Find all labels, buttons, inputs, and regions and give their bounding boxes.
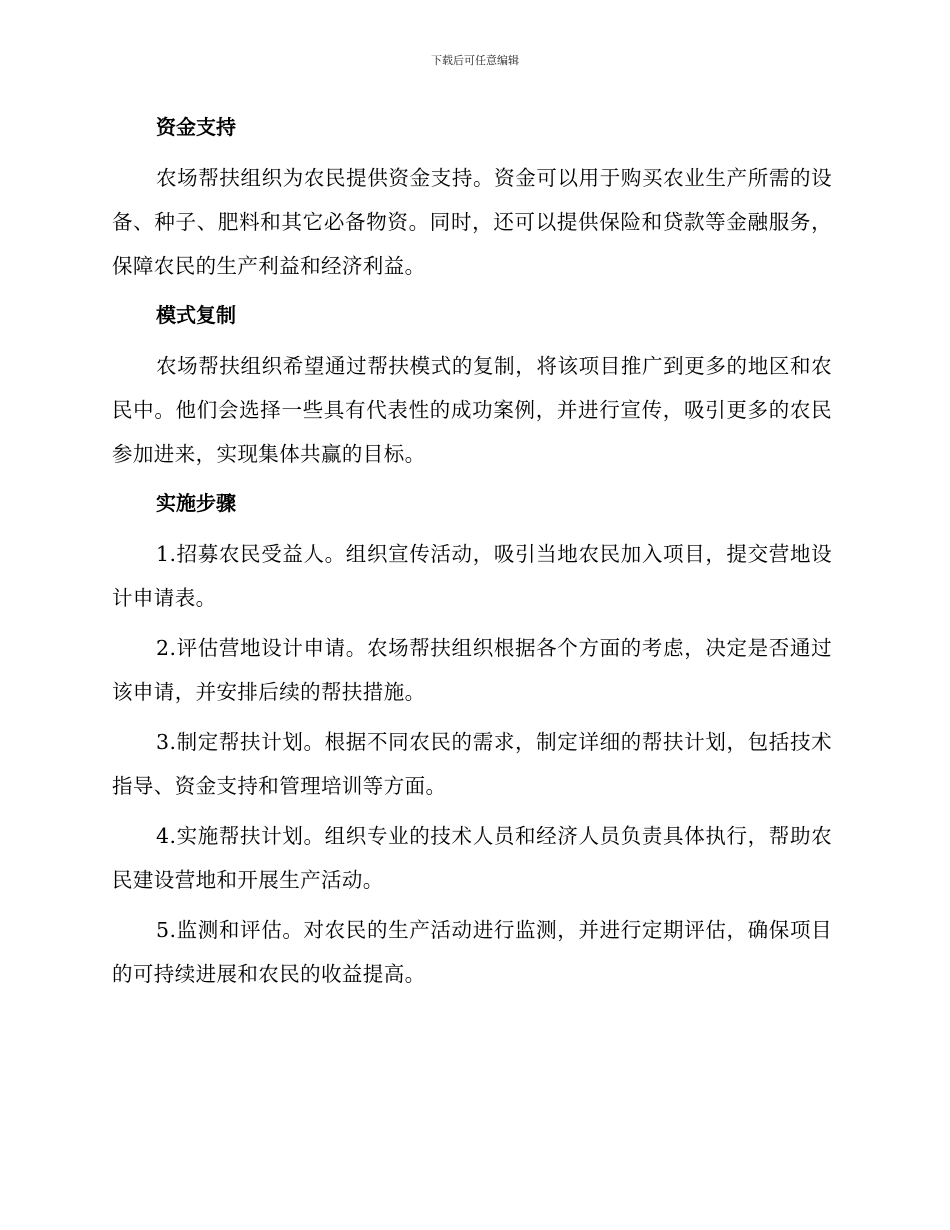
section-heading-model-replication: 模式复制 (156, 303, 236, 327)
funding-paragraph: 农场帮扶组织为农民提供资金支持。资金可以用于购买农业生产所需的设备、种子、肥料和其它必备物资。同时，还可以提供保险和贷款等金融服务，保障农民的生产利益和经济利益。 (112, 166, 832, 278)
step-4-paragraph: 4.实施帮扶计划。组织专业的技术人员和经济人员负责具体执行，帮助农民建设营地和开展生产活动。 (112, 824, 832, 892)
step-1-paragraph: 1.招募农民受益人。组织宣传活动，吸引当地农民加入项目，提交营地设计申请表。 (112, 542, 832, 610)
step-3-paragraph: 3.制定帮扶计划。根据不同农民的需求，制定详细的帮扶计划，包括技术指导、资金支持和管理培训等方面。 (112, 730, 832, 798)
model-replication-paragraph: 农场帮扶组织希望通过帮扶模式的复制，将该项目推广到更多的地区和农民中。他们会选择一些具有代表性的成功案例，并进行宣传，吸引更多的农民参加进来，实现集体共赢的目标。 (112, 354, 832, 466)
section-heading-implementation-steps: 实施步骤 (156, 491, 236, 515)
document-body (112, 110, 832, 996)
page-header-note: 下载后可任意编辑 (431, 54, 519, 67)
step-2-paragraph: 2.评估营地设计申请。农场帮扶组织根据各个方面的考虑，决定是否通过该申请，并安排后续的帮扶措施。 (112, 636, 832, 704)
section-heading-funding: 资金支持 (156, 115, 236, 139)
step-5-paragraph: 5.监测和评估。对农民的生产活动进行监测，并进行定期评估，确保项目的可持续进展和农民的收益提高。 (112, 918, 832, 986)
